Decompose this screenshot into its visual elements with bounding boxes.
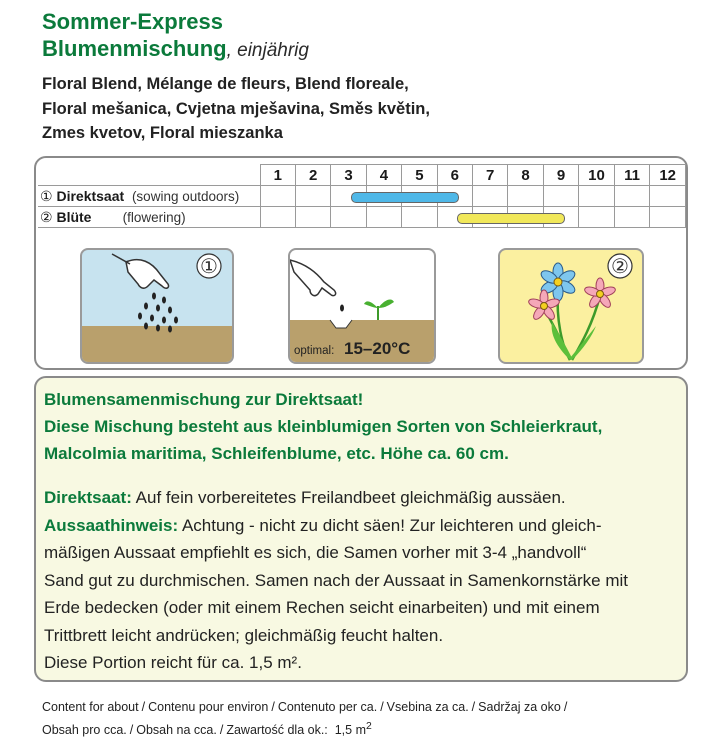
content-label: Sadržaj za oko — [478, 700, 561, 714]
headline-line: Diese Mischung besteht aus kleinblumigen Sorten von Schleierkraut, — [44, 417, 603, 436]
direktsaat-line — [44, 484, 628, 512]
sowing-period-bar — [351, 192, 459, 203]
names-line: Zmes kvetov, Floral mieszanka — [42, 124, 283, 142]
direktsaat-text: Auf fein vorbereitetes Freilandbeet gleichmäßig aussäen. — [131, 488, 566, 507]
month-label: 6 — [437, 165, 472, 186]
content-label: Content for about — [42, 700, 139, 714]
row-marker: ② — [40, 208, 53, 225]
hinweis-text: Achtung - nicht zu dicht säen! Zur leichteren und gleich- — [178, 515, 602, 535]
temperature-illustration — [288, 248, 436, 364]
hinweis-line: Erde bedecken (oder mit einem Rechen seicht einarbeiten) und mit einem — [44, 598, 600, 617]
calendar-row-flowering — [38, 207, 686, 228]
flowering-illustration — [498, 248, 644, 364]
hinweis-label: Aussaathinweis: — [44, 515, 179, 535]
description-headline — [44, 386, 602, 467]
row-label: Blüte — [56, 208, 92, 225]
content-amount: 1,5 m — [334, 723, 366, 738]
temperature-label: optimal: — [294, 345, 335, 357]
content-label: Vsebina za ca. — [386, 700, 469, 714]
direktsaat-label: Direktsaat: — [44, 488, 132, 507]
month-label: 2 — [295, 165, 330, 186]
description-body — [44, 484, 628, 677]
translated-names — [42, 72, 430, 146]
portion-line: Diese Portion reicht für ca. 1,5 m². — [44, 653, 302, 672]
sowing-illustration — [80, 248, 234, 364]
content-unit-sup: 2 — [366, 721, 372, 732]
flowering-period-bar — [457, 213, 565, 224]
title-line-2 — [42, 35, 309, 64]
description-panel — [34, 376, 688, 682]
content-label: Contenu pour environ — [148, 700, 269, 714]
hinweis-line: Sand gut zu durchmischen. Samen nach der Aussaat in Samenkornstärke mit — [44, 570, 628, 590]
hinweis-line — [44, 512, 628, 540]
content-label: Zawartość dla ok.: — [226, 723, 328, 738]
footer-line-1: Content for about / Contenu pour environ / Contenuto per ca. / Vsebina za ca. / Sadržaj za oko / — [42, 700, 568, 714]
month-label: 12 — [650, 165, 686, 186]
calendar-header-row — [38, 165, 686, 186]
step2-marker: ② — [611, 254, 629, 278]
month-label: 10 — [579, 165, 615, 186]
names-line: Floral mešanica, Cvjetna mješavina, Směs květin, — [42, 99, 430, 118]
content-label: Obsah na cca. — [136, 723, 217, 738]
month-label: 4 — [366, 165, 401, 186]
month-label: 9 — [543, 165, 578, 186]
month-label: 5 — [402, 165, 437, 186]
temperature-value: 15–20°C — [344, 339, 411, 358]
step1-marker: ① — [200, 254, 218, 278]
content-label: Contenuto per ca. — [277, 700, 378, 714]
content-footer — [42, 698, 570, 740]
row-label: Direktsaat — [56, 187, 125, 204]
row-marker: ① — [40, 187, 53, 204]
month-label: 11 — [614, 165, 650, 186]
month-label: 3 — [331, 165, 366, 186]
month-label: 8 — [508, 165, 543, 186]
hinweis-line: mäßigen Aussaat empfiehlt es sich, die Samen vorher mit 3-4 „handvoll“ — [44, 543, 587, 562]
row-english: (sowing outdoors) — [131, 188, 240, 204]
month-label: 7 — [472, 165, 507, 186]
title-main: Blumenmischung — [42, 36, 227, 61]
row-english: (flowering) — [122, 209, 186, 225]
title-line-1: Sommer-Express — [42, 9, 223, 34]
title-subtitle: , einjährig — [226, 40, 309, 61]
footer-line-2: Obsah pro cca. / Obsah na cca. / Zawartość dla ok.: 1,5 $m^2$ — [42, 721, 372, 738]
hinweis-line: Trittbrett leicht andrücken; gleichmäßig feucht halten. — [44, 625, 444, 645]
month-label: 1 — [260, 165, 295, 186]
headline-line: Blumensamenmischung zur Direktsaat! — [44, 390, 364, 409]
names-line: Floral Blend, Mélange de fleurs, Blend floreale, — [42, 75, 409, 93]
content-label: Obsah pro cca. — [42, 723, 127, 738]
headline-line: Malcolmia maritima, Schleifenblume, etc. Höhe ca. 60 cm. — [44, 444, 509, 463]
product-title — [42, 8, 309, 64]
